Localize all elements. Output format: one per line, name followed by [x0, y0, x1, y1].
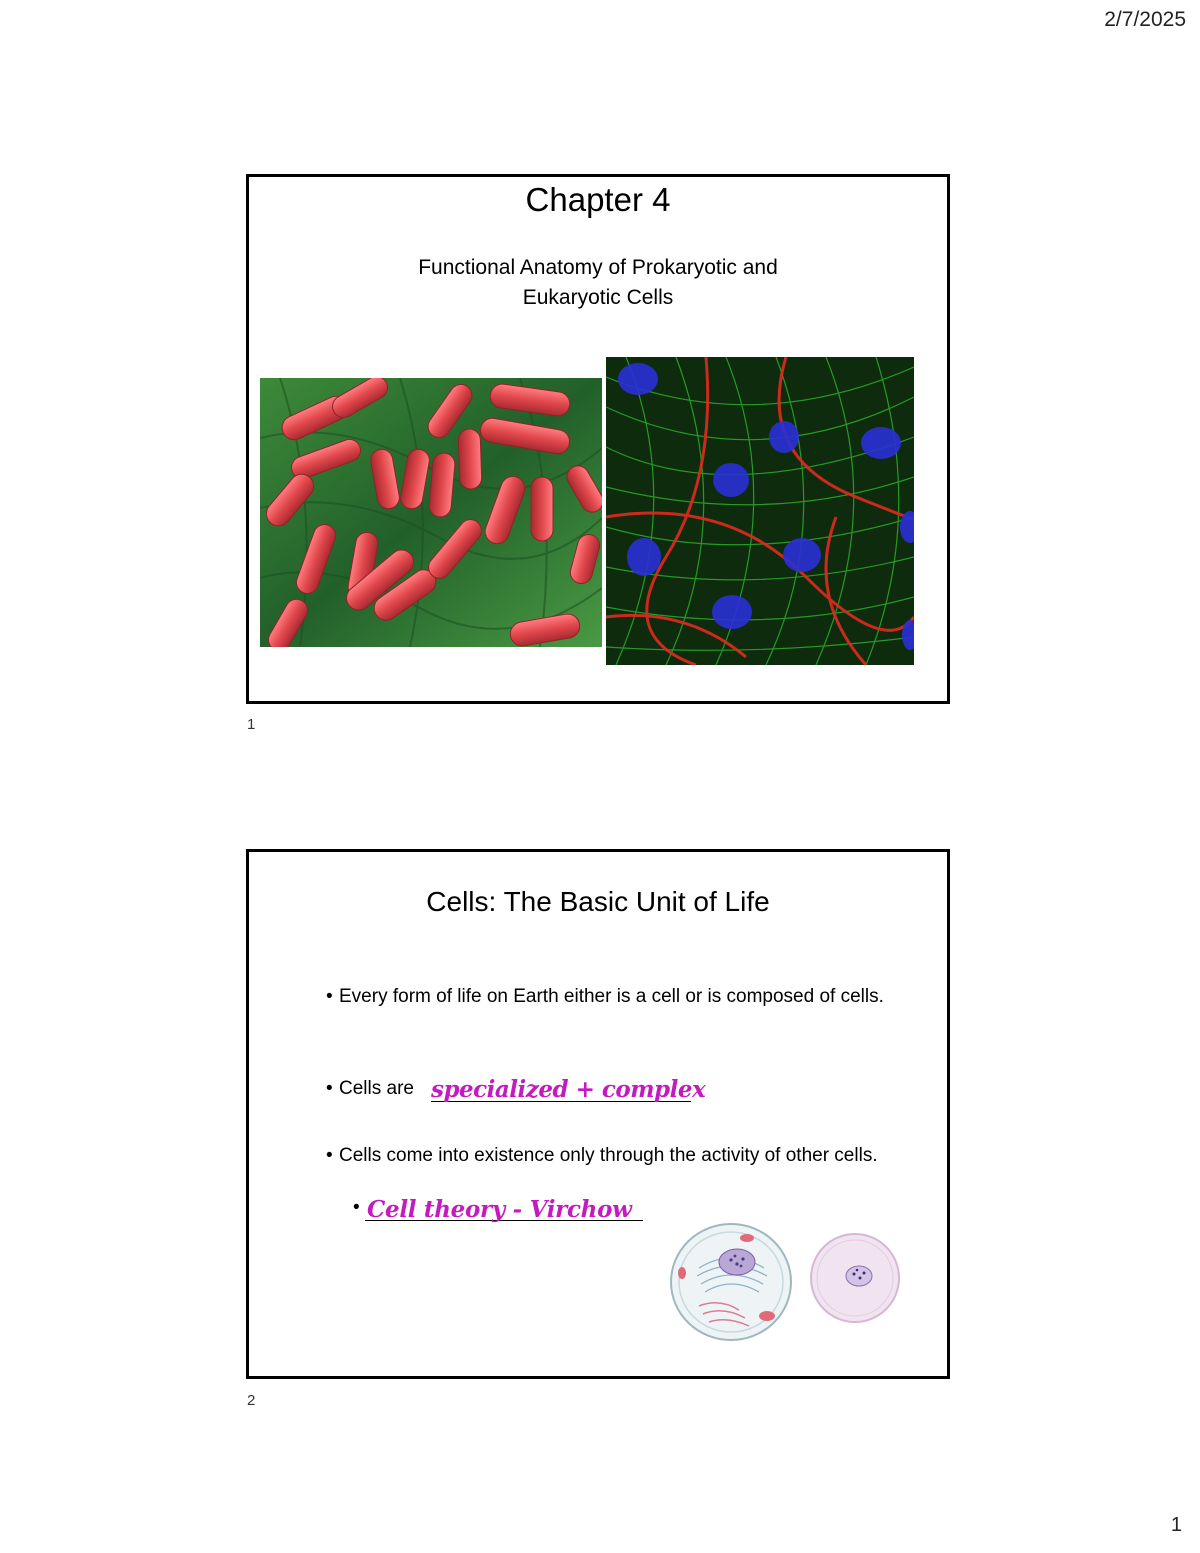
- page-number: 1: [1170, 1514, 1182, 1536]
- slide-2-title: Cells: The Basic Unit of Life: [426, 886, 770, 917]
- bullet-1: [326, 984, 929, 1009]
- handwritten-answer-1: specialized + complex: [431, 1076, 706, 1103]
- slide-2: [246, 849, 950, 1379]
- bullet-dot: •: [326, 1145, 333, 1166]
- slide-1-number: 1: [247, 716, 256, 733]
- bullet-dot: •: [326, 986, 333, 1007]
- slide-1: [246, 174, 950, 704]
- slide-1-title: Chapter 4: [525, 181, 671, 218]
- subtitle-line-1: Functional Anatomy of Prokaryotic and: [418, 256, 778, 279]
- sub-bullet-dot: •: [353, 1197, 360, 1218]
- bullet-2-text: Cells are: [339, 1078, 414, 1099]
- slide-2-number: 2: [247, 1392, 256, 1409]
- subtitle-line-2: Eukaryotic Cells: [522, 286, 674, 309]
- bullet-3-text: Cells come into existence only through the activity of other cells.: [339, 1145, 878, 1166]
- bullet-3: [326, 1143, 899, 1168]
- bullet-1-text: Every form of life on Earth either is a cell or is composed of cells.: [339, 986, 884, 1007]
- bullet-dot: •: [326, 1078, 333, 1099]
- eukaryotic-cells-image: [606, 357, 914, 665]
- print-date: 2/7/2025: [1104, 8, 1186, 31]
- cell-illustration: [669, 1218, 909, 1348]
- slide-1-subtitle: [349, 253, 847, 313]
- prokaryotic-bacteria-image: [260, 378, 602, 647]
- handwritten-answer-2: Cell theory - Virchow: [367, 1196, 632, 1223]
